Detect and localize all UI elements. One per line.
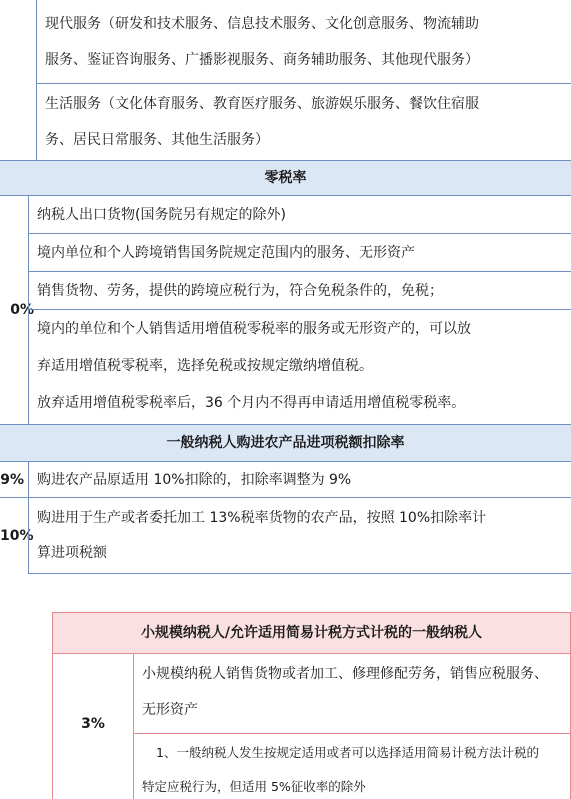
zero-rate-label: 0%	[10, 302, 34, 318]
agri-deduction-header: 一般纳税人购进农产品进项税额扣除率	[0, 424, 571, 462]
simple-tax-header: 小规模纳税人/允许适用简易计税方式计税的一般纳税人	[52, 612, 571, 654]
agri-rate-10: 10%	[0, 528, 34, 544]
list-item: 销售货物、劳务，提供的跨境应税行为，符合免税条件的，免税；	[29, 272, 571, 310]
service-row-life: 生活服务（文化体育服务、教育医疗服务、旅游娱乐服务、餐饮住宿服 务、居民日常服务、其他生活服务）	[45, 96, 479, 148]
agri-row-10: 购进用于生产或者委托加工 13%税率货物的农产品，按照 10%扣除率计 算进项税额	[28, 498, 571, 574]
service-row-modern: 现代服务（研发和技术服务、信息技术服务、文化创意服务、物流辅助 服务、鉴证咨询服务、广播影视服务、商务辅助服务、其他现代服务）	[37, 0, 571, 84]
simple-row-small-scale: 小规模纳税人销售货物或者加工、修理修配劳务，销售应税服务、 无形资产	[133, 654, 571, 734]
simple-rate-label: 3%	[81, 716, 105, 732]
simple-tax-table	[52, 654, 571, 799]
zero-rate-header: 零税率	[0, 160, 571, 196]
agri-rate-9: 9%	[0, 462, 28, 498]
agri-row-9: 购进农产品原适用 10%扣除的，扣除率调整为 9%	[28, 462, 571, 498]
list-item: 纳税人出口货物(国务院另有规定的除外)	[29, 196, 571, 234]
list-item: 境内的单位和个人销售适用增值税零税率的服务或无形资产的，可以放 弃适用增值税零税率，选择免税或按规定缴纳增值税。 放弃适用增值税零税率后，36 个月内不得再申请适用增值税零税率。	[37, 321, 471, 411]
simple-row-general: 1、一般纳税人发生按规定适用或者可以选择适用简易计税方法计税的 特定应税行为，但适用 5%征收率的除外	[133, 734, 571, 799]
services-table	[36, 0, 571, 160]
zero-rate-items	[28, 196, 571, 424]
list-item: 境内单位和个人跨境销售国务院规定范围内的服务、无形资产	[29, 234, 571, 272]
